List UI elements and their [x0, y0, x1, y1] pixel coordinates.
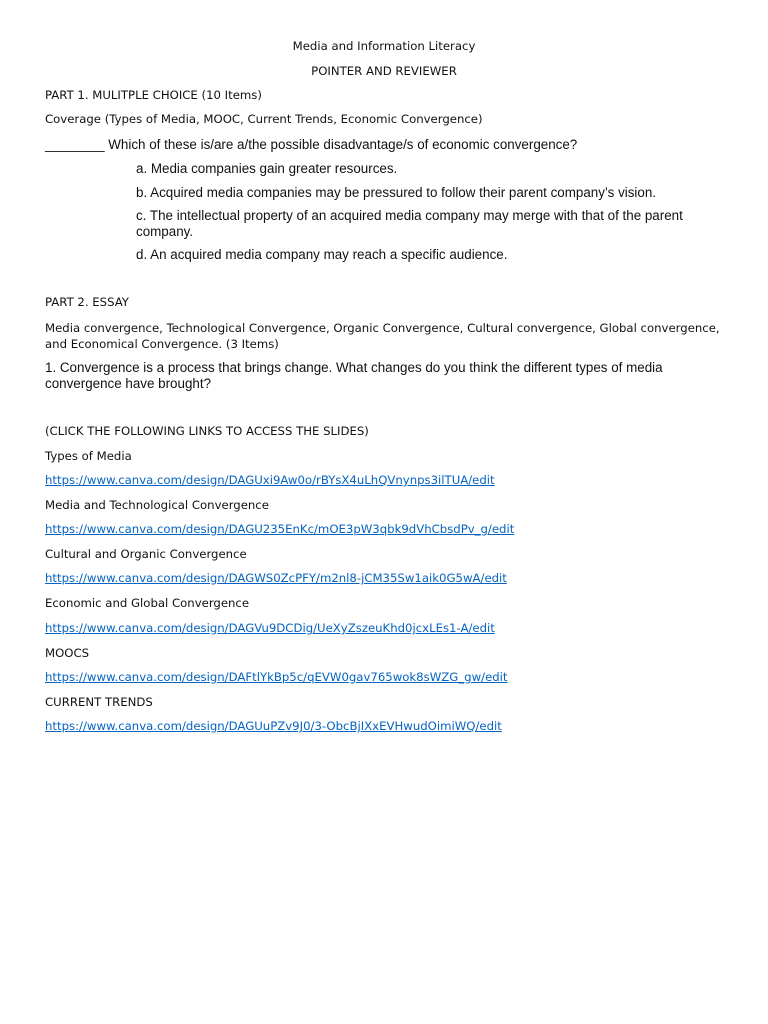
- option-b: b. Acquired media companies may be pressured to follow their parent company’s vision.: [136, 185, 657, 200]
- part1-heading: PART 1. MULITPLE CHOICE (10 Items): [45, 88, 262, 102]
- link-label-types-of-media: Types of Media: [45, 449, 132, 463]
- option-d: d. An acquired media company may reach a specific audience.: [136, 247, 508, 262]
- link-label-cultural-convergence: Cultural and Organic Convergence: [45, 547, 247, 561]
- part1-coverage: Coverage (Types of Media, MOOC, Current Trends, Economic Convergence): [45, 112, 483, 126]
- link-types-of-media[interactable]: https://www.canva.com/design/DAGUxi9Aw0o/rBYsX4uLhQVnynps3ilTUA/edit: [45, 473, 495, 487]
- part2-question: 1. Convergence is a process that brings change. What changes do you think the different types of media convergence have brought?: [45, 360, 663, 391]
- part2-topics: Media convergence, Technological Convergence, Organic Convergence, Cultural convergence, Global convergence, and Economical Convergence. (3 Items): [45, 321, 720, 351]
- part1-question: ________ Which of these is/are a/the possible disadvantage/s of economic convergence?: [45, 137, 578, 152]
- link-label-technological-convergence: Media and Technological Convergence: [45, 498, 269, 512]
- link-cultural-convergence[interactable]: https://www.canva.com/design/DAGWS0ZcPFY/m2nl8-jCM35Sw1aik0G5wA/edit: [45, 571, 507, 585]
- link-technological-convergence[interactable]: https://www.canva.com/design/DAGU235EnKc/mOE3pW3qbk9dVhCbsdPv_g/edit: [45, 522, 515, 536]
- option-a: a. Media companies gain greater resources.: [136, 161, 398, 176]
- link-label-moocs: MOOCS: [45, 646, 90, 660]
- link-label-current-trends: CURRENT TRENDS: [45, 695, 153, 709]
- part2-heading: PART 2. ESSAY: [45, 295, 129, 309]
- link-economic-convergence[interactable]: https://www.canva.com/design/DAGVu9DCDig/UeXyZszeuKhd0jcxLEs1-A/edit: [45, 621, 495, 635]
- document-subtitle: POINTER AND REVIEWER: [311, 64, 457, 78]
- link-moocs[interactable]: https://www.canva.com/design/DAFtlYkBp5c/qEVW0gav765wok8sWZG_gw/edit: [45, 670, 508, 684]
- document-title: Media and Information Literacy: [292, 39, 476, 53]
- link-current-trends[interactable]: https://www.canva.com/design/DAGUuPZv9J0/3-ObcBjIXxEVHwudOimiWQ/edit: [45, 719, 502, 733]
- links-intro: (CLICK THE FOLLOWING LINKS TO ACCESS THE SLIDES): [45, 424, 369, 438]
- option-c: c. The intellectual property of an acquired media company may merge with that of the parent company.: [136, 208, 683, 239]
- link-label-economic-convergence: Economic and Global Convergence: [45, 596, 250, 610]
